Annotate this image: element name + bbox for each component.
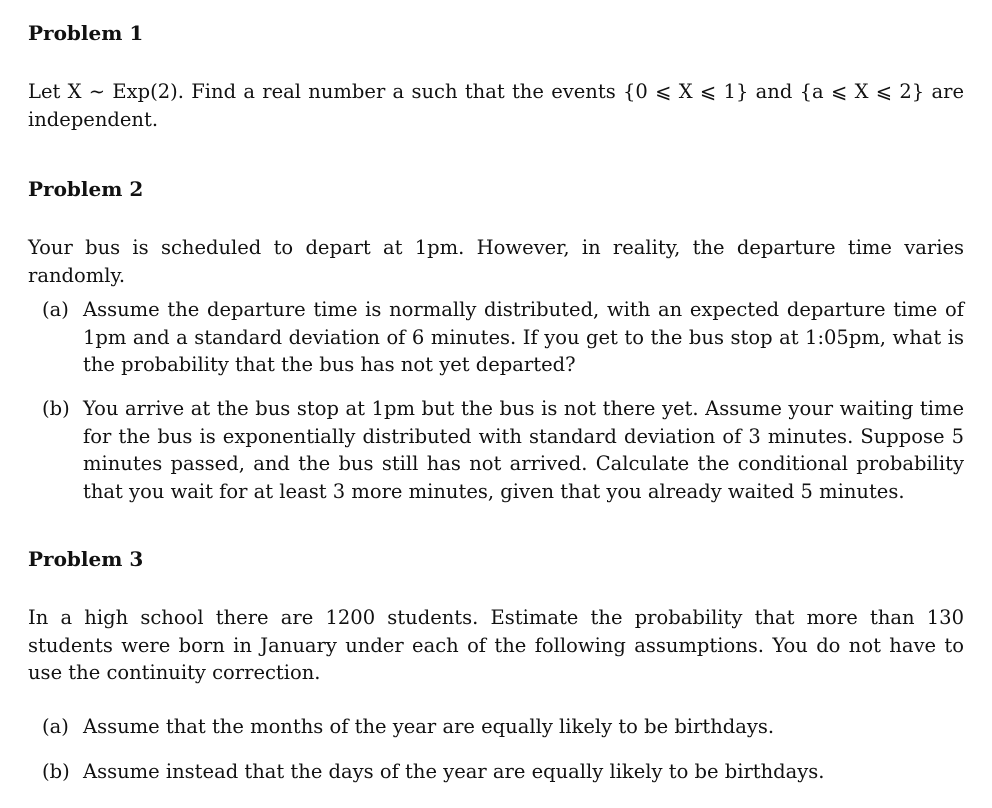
problem-3-part-b	[42, 758, 964, 786]
problem-3-heading: Problem 3	[28, 547, 144, 571]
problem-1-heading: Problem 1	[28, 21, 144, 45]
problem-2-body: Your bus is scheduled to depart at 1pm. However, in reality, the departure time varies randomly.	[28, 236, 964, 287]
part-text: Assume instead that the days of the year are equally likely to be birthdays.	[83, 760, 825, 783]
part-label: (b)	[42, 397, 70, 420]
part-label: (a)	[42, 715, 69, 738]
problem-2-heading: Problem 2	[28, 177, 144, 201]
part-label: (b)	[42, 760, 70, 783]
part-text: You arrive at the bus stop at 1pm but the bus is not there yet. Assume your waiting time for the bus is exponentially distributed with standard deviation of 3 minutes. Suppose 5 minutes passed, and the bus still has not arrived. Calculate the conditional probability that you wait for at least 3 more minutes, given that you already waited 5 minutes.	[83, 397, 964, 503]
problem-1-body: Let X ∼ Exp(2). Find a real number a such that the events {0 ⩽ X ⩽ 1} and {a ⩽ X ⩽ 2} are independent.	[28, 80, 964, 131]
problem-2-part-a	[42, 296, 964, 379]
part-text: Assume that the months of the year are equally likely to be birthdays.	[83, 715, 775, 738]
problem-3-part-a	[42, 713, 964, 741]
problem-3-body: In a high school there are 1200 students. Estimate the probability that more than 130 students were born in January under each of the following assumptions. You do not have to use the continuity correction.	[28, 606, 964, 684]
part-text: Assume the departure time is normally distributed, with an expected departure time of 1pm and a standard deviation of 6 minutes. If you get to the bus stop at 1:05pm, what is the probability that the bus has not yet departed?	[83, 298, 964, 376]
problem-2-part-b	[42, 395, 964, 505]
part-label: (a)	[42, 298, 69, 321]
